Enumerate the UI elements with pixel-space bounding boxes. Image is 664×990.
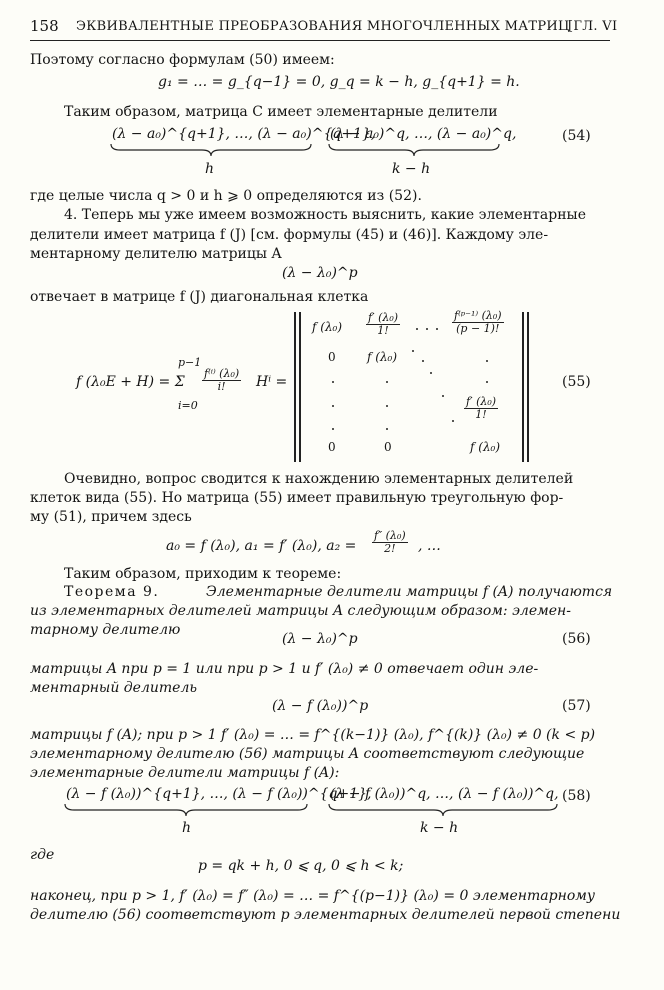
paragraph: делители имеет матрица f (J) [см. формулы (45) и (46)]. Каждому эле- <box>30 227 549 243</box>
equation-number: (55) <box>562 374 591 390</box>
equation-58-right: (λ − f (λ₀))^q, …, (λ − f (λ₀))^q, <box>330 786 559 802</box>
equation-57: (λ − f (λ₀))^p <box>272 698 369 714</box>
matrix-entry: f (λ₀) <box>367 350 398 364</box>
equation-number: (57) <box>562 698 591 714</box>
equation-55-tail: Hⁱ = <box>256 374 288 390</box>
matrix-bar <box>522 312 524 462</box>
underbrace <box>328 143 500 157</box>
matrix-entry: $\frac{\text{f⁽ᵖ⁻¹⁾ (λ₀)}}{(p - 1)!}$ <box>454 309 502 335</box>
header-rule <box>30 40 610 41</box>
theorem-text: элементарные делители матрицы f (A): <box>30 765 340 781</box>
theorem-text: из элементарных делителей матрицы A следующим образом: элемен- <box>30 603 571 619</box>
equation-number: (56) <box>562 631 591 647</box>
chapter-label: [ГЛ. VI <box>568 19 618 34</box>
equation-a-tail: , … <box>418 538 441 554</box>
theorem-text: ментарный делитель <box>30 680 197 696</box>
equation-number: (54) <box>562 128 591 144</box>
equation-g: g₁ = … = g_{q−1} = 0, g_q = k − h, g_{q+1} = h. <box>158 74 520 90</box>
equation-56: (λ − λ₀)^p <box>282 631 358 647</box>
equation: (λ − λ₀)^p <box>282 265 358 281</box>
matrix-bar <box>299 312 301 462</box>
theorem-text: Элементарные делители матрицы f (A) получаются <box>206 584 613 600</box>
running-title: ЭКВИВАЛЕНТНЫЕ ПРЕОБРАЗОВАНИЯ МНОГОЧЛЕННЫХ МАТРИЦ <box>76 19 570 34</box>
matrix-entry: 0 <box>328 350 336 364</box>
matrix-entry: $\frac{\text{f′ (λ₀)}}{1!}$ <box>466 395 497 421</box>
paragraph: му (51), причем здесь <box>30 509 192 525</box>
equation-a: a₀ = f (λ₀), a₁ = f′ (λ₀), a₂ = <box>166 538 357 554</box>
equation-p: p = qk + h, 0 ⩽ q, 0 ⩽ h < k; <box>198 858 404 874</box>
matrix-entry: 0 <box>384 440 392 454</box>
where-label: где <box>30 847 55 863</box>
sum-lower: i=0 <box>178 399 198 412</box>
paragraph: Поэтому согласно формулам (50) имеем: <box>30 52 335 68</box>
matrix-bar <box>527 312 529 462</box>
brace-label: h <box>205 161 215 177</box>
paragraph: Таким образом, приходим к теореме: <box>64 566 342 582</box>
matrix-entry: $\frac{\text{f′ (λ₀)}}{1!}$ <box>368 311 399 337</box>
brace-label: h <box>182 820 192 836</box>
brace-label: k − h <box>420 820 459 836</box>
theorem-text: элементарному делителю (56) матрицы A соответствуют следующие <box>30 746 585 762</box>
brace-label: k − h <box>392 161 431 177</box>
equation-54-left: (λ − a₀)^{q+1}, …, (λ − a₀)^{q+1}, <box>112 126 376 142</box>
underbrace <box>110 143 312 157</box>
theorem-text: матрицы A при p = 1 или при p > 1 и f′ (λ₀) ≠ 0 отвечает один эле- <box>30 661 539 677</box>
paragraph: Очевидно, вопрос сводится к нахождению элементарных делителей <box>64 471 574 487</box>
underbrace <box>328 803 558 817</box>
paragraph: Таким образом, матрица C имеет элементарные делители <box>64 104 498 120</box>
fraction: $\frac{\text{f″ (λ₀)}}{2!}$ <box>374 529 406 555</box>
paragraph: где целые числа q > 0 и h ⩾ 0 определяются из (52). <box>30 188 422 204</box>
paragraph: отвечает в матрице f (J) диагональная клетка <box>30 289 369 305</box>
sum-upper: p−1 <box>178 356 202 369</box>
page-number: 158 <box>30 17 59 35</box>
matrix-entry: f (λ₀) <box>312 320 343 334</box>
paragraph: ментарному делителю матрицы A <box>30 246 282 262</box>
theorem-label: Теорема 9. <box>64 584 160 600</box>
theorem-text: делителю (56) соответствуют p элементарных делителей первой степени <box>30 907 621 923</box>
fraction: $\frac{\text{f⁽ⁱ⁾ (λ₀)}}{i!}$ <box>204 367 240 393</box>
matrix-entry: 0 <box>328 440 336 454</box>
equation-54-right: (λ − a₀)^q, …, (λ − a₀)^q, <box>330 126 517 142</box>
equation-number: (58) <box>562 788 591 804</box>
paragraph: клеток вида (55). Но матрица (55) имеет правильную треугольную фор- <box>30 490 564 506</box>
theorem-text: тарному делителю <box>30 622 181 638</box>
equation-58-left: (λ − f (λ₀))^{q+1}, …, (λ − f (λ₀))^{q+1}, <box>66 786 372 802</box>
paragraph: 4. Теперь мы уже имеем возможность выяснить, какие элементарные <box>64 207 586 223</box>
equation-55-lhs: f (λ₀E + H) = Σ <box>76 374 185 390</box>
matrix-entry: f (λ₀) <box>470 440 501 454</box>
theorem-text: матрицы f (A); при p > 1 f′ (λ₀) = … = f^{(k−1)} (λ₀), f^{(k)} (λ₀) ≠ 0 (k < p) <box>30 727 596 743</box>
matrix-bar <box>294 312 296 462</box>
theorem-text: наконец, при p > 1, f′ (λ₀) = f″ (λ₀) = … = f^{(p−1)} (λ₀) = 0 элементарному <box>30 888 595 904</box>
underbrace <box>64 803 308 817</box>
